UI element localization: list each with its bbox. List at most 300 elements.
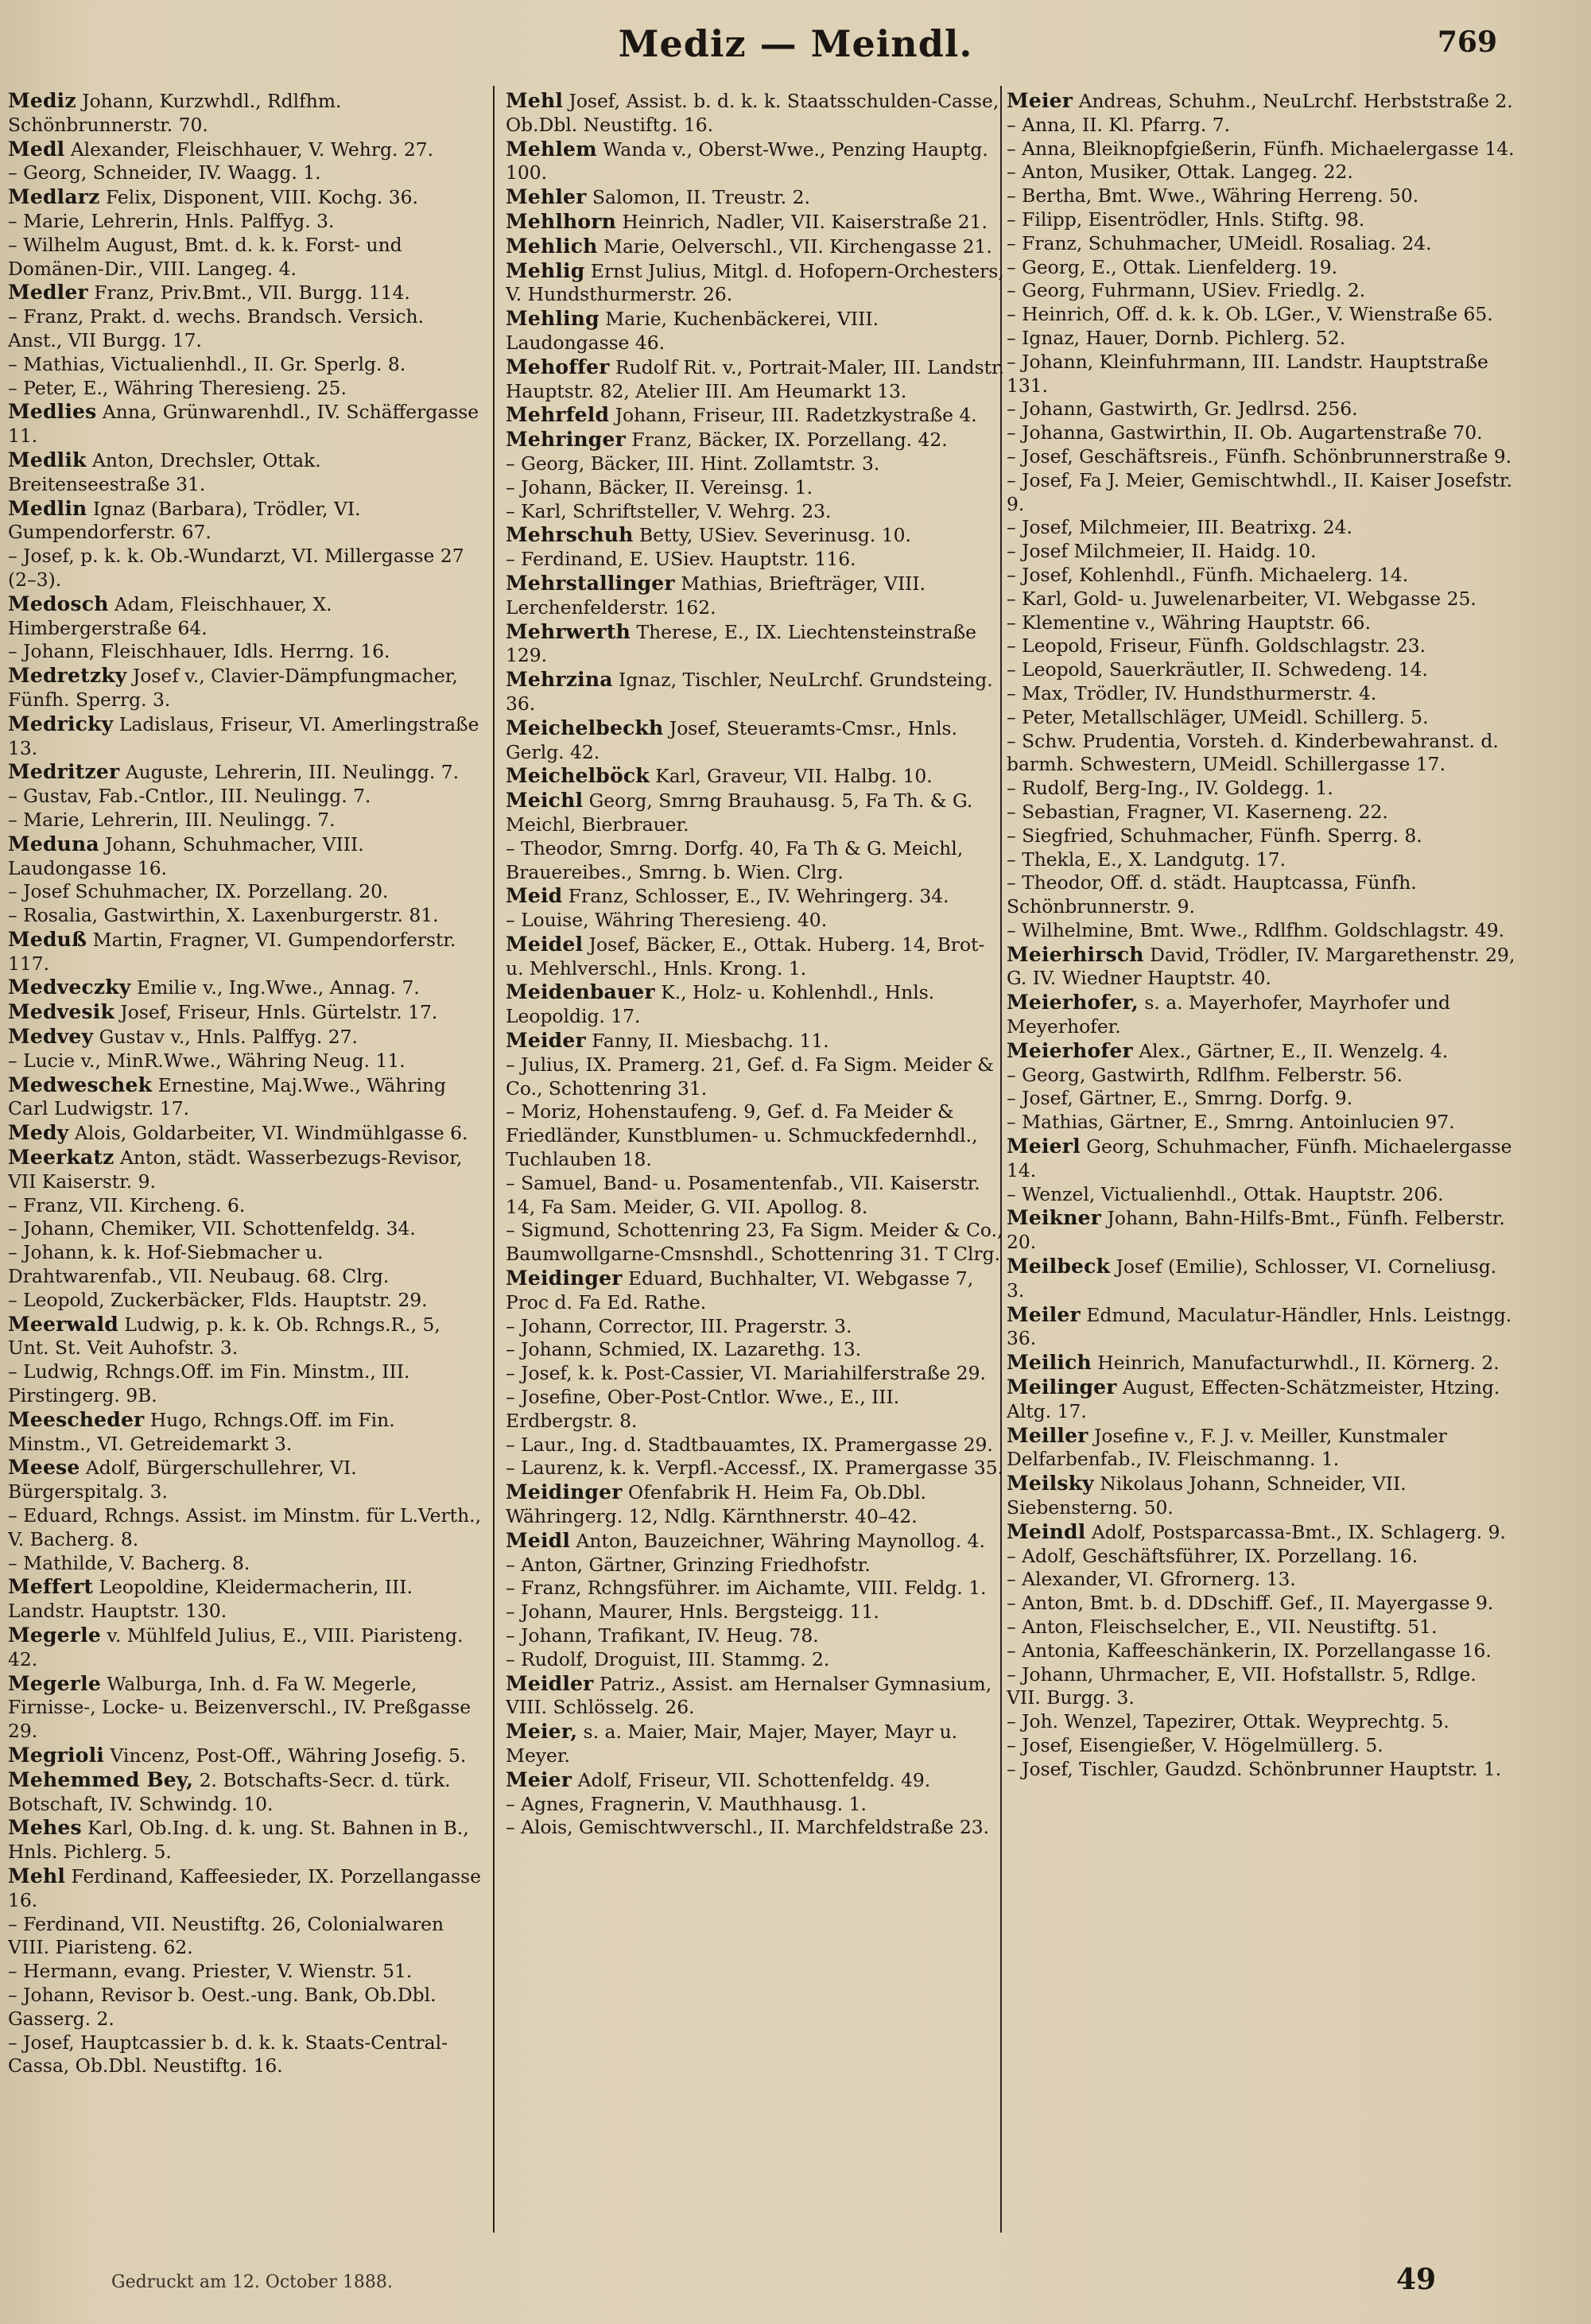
directory-entry — [8, 1504, 483, 1552]
directory-entry — [506, 355, 1007, 404]
entry-details: Franz, Schlosser, E., IV. Wehringerg. 34. — [562, 885, 949, 908]
entry-details: – Johann, Maurer, Hnls. Bergsteigg. 11. — [506, 1600, 879, 1624]
column-divider-1 — [493, 86, 495, 2233]
entry-details: – Moriz, Hohenstaufeng. 9, Gef. d. Fa Meider & Friedländer, Kunstblumen- u. Schmuckfedernhdl., Tuchlauben 18. — [506, 1100, 978, 1171]
directory-entry — [506, 1720, 1007, 1768]
entry-details: – Rudolf, Droguist, III. Stammg. 2. — [506, 1647, 830, 1670]
entry-details: Therese, E., IX. Liechtensteinstraße 129. — [506, 620, 977, 667]
entry-surname: Mehoffer — [506, 355, 610, 378]
directory-entry — [1007, 1424, 1515, 1472]
entry-details: – Josef, Eisengießer, V. Högelmüllerg. 5. — [1007, 1733, 1383, 1756]
directory-entry — [1007, 943, 1515, 991]
directory-entry — [1007, 138, 1515, 161]
directory-entry — [1007, 1087, 1515, 1111]
entry-surname: Mehemmed Bey, — [8, 1767, 194, 1791]
entry-details: Josef v., Clavier-Dämpfungmacher, Fünfh. Sperrg. 3. — [8, 665, 458, 711]
entry-details: Georg, Smrng Brauhausg. 5, Fa Th. & G. Meichl, Bierbrauer. — [506, 790, 973, 836]
directory-entry — [8, 976, 483, 1000]
directory-entry — [1007, 777, 1515, 801]
entry-details: – Josef, Fa J. Meier, Gemischtwhdl., II. Kaiser Josefstr. 9. — [1007, 468, 1512, 515]
entry-details: v. Mühlfeld Julius, E., VIII. Piaristeng. 42. — [8, 1624, 464, 1670]
directory-entry — [1007, 1545, 1515, 1569]
directory-entry — [506, 716, 1007, 765]
directory-entry — [506, 1672, 1007, 1721]
directory-entry — [8, 1768, 483, 1817]
directory-entry — [506, 500, 1007, 524]
entry-surname: Mehl — [8, 1864, 66, 1888]
entry-details: Anton, Bauzeichner, Währing Maynollog. 4. — [570, 1529, 985, 1552]
directory-entry — [1007, 824, 1515, 848]
entry-details: – Georg, Gastwirth, Rdlfhm. Felberstr. 56. — [1007, 1063, 1403, 1086]
directory-entry — [1007, 1734, 1515, 1758]
entry-details: Vincenz, Post-Off., Währing Josefig. 5. — [104, 1744, 467, 1767]
directory-entry — [1007, 588, 1515, 611]
entry-details: – Schw. Prudentia, Vorsteh. d. Kinderbewahranst. d. barmh. Schwestern, UMeidl. Schillergasse 17. — [1007, 729, 1499, 776]
directory-entry — [1007, 445, 1515, 469]
entry-surname: Meikner — [1007, 1206, 1102, 1230]
entry-details: – Franz, VII. Kircheng. 6. — [8, 1193, 246, 1216]
directory-entry — [8, 545, 483, 592]
entry-surname: Meidenbauer — [506, 980, 655, 1004]
directory-entry — [506, 909, 1007, 933]
directory-entry — [506, 1053, 1007, 1101]
entry-surname: Meichl — [506, 789, 584, 813]
directory-entry — [506, 1219, 1007, 1267]
entry-details: – Anton, Musiker, Ottak. Langeg. 22. — [1007, 161, 1353, 184]
directory-entry — [1007, 1520, 1515, 1545]
entry-surname: Mehlig — [506, 258, 585, 282]
entry-surname: Mehlhorn — [506, 209, 617, 233]
directory-entry — [506, 1029, 1007, 1053]
page-header — [0, 22, 1591, 78]
entry-details: Alois, Goldarbeiter, VI. Windmühlgasse 6. — [68, 1122, 468, 1145]
directory-entry — [1007, 682, 1515, 706]
directory-entry — [1007, 540, 1515, 564]
directory-entry — [506, 185, 1007, 210]
entry-details: Alex., Gärtner, E., II. Wenzelg. 4. — [1132, 1039, 1449, 1062]
directory-entry — [1007, 1568, 1515, 1592]
entry-surname: Medritzer — [8, 760, 120, 784]
directory-entry — [1007, 634, 1515, 658]
entry-details: – Johann, k. k. Hof-Siebmacher u. Drahtwarenfab., VII. Neubaug. 68. Clrg. — [8, 1241, 390, 1288]
entry-details: – Agnes, Fragnerin, V. Mauthhausg. 1. — [506, 1792, 867, 1815]
signature-number: 49 — [1396, 2263, 1437, 2296]
directory-entry — [506, 1338, 1007, 1362]
directory-entry — [8, 1552, 483, 1576]
directory-entry — [8, 1146, 483, 1194]
entry-surname: Meichelböck — [506, 764, 650, 788]
entry-details: – Georg, E., Ottak. Lienfelderg. 19. — [1007, 255, 1338, 278]
entry-surname: Meffert — [8, 1575, 94, 1599]
entry-details: – Johann, Trafikant, IV. Heug. 78. — [506, 1624, 819, 1647]
directory-entry — [8, 400, 483, 448]
directory-entry — [8, 1456, 483, 1504]
entry-details: – Peter, Metallschläger, UMeidl. Schillerg. 5. — [1007, 705, 1429, 728]
print-date: Gedruckt am 12. October 1888. — [111, 2272, 393, 2292]
entry-details: Ladislaus, Friseur, VI. Amerlingstraße 13. — [8, 712, 479, 759]
directory-entry — [506, 1816, 1007, 1840]
directory-entry — [1007, 1303, 1515, 1352]
directory-entry — [506, 620, 1007, 669]
entry-surname: Meierl — [1007, 1135, 1081, 1158]
directory-entry — [506, 548, 1007, 572]
directory-entry — [1007, 1375, 1515, 1424]
entry-details: – Franz, Prakt. d. wechs. Brandsch. Versich. Anst., VII Burgg. 17. — [8, 305, 425, 351]
directory-entry — [1007, 706, 1515, 730]
directory-entry — [8, 353, 483, 377]
entry-details: – Laurenz, k. k. Verpfl.-Accessf., IX. Pramergasse 35. — [506, 1457, 1004, 1480]
entry-details: Karl, Ob.Ing. d. k. ung. St. Bahnen in B., Hnls. Pichlerg. 5. — [8, 1817, 469, 1864]
entry-surname: Medler — [8, 281, 88, 305]
entry-details: – Anton, Gärtner, Grinzing Friedhofstr. — [506, 1553, 871, 1576]
entry-details: – Theodor, Off. d. städt. Hauptcassa, Fünfh. Schönbrunnerstr. 9. — [1007, 871, 1417, 918]
entry-details: – Gustav, Fab.-Cntlor., III. Neulingg. 7. — [8, 785, 371, 808]
entry-surname: Meduß — [8, 927, 87, 951]
entry-details: – Georg, Schneider, IV. Waagg. 1. — [8, 161, 321, 184]
directory-entry — [1007, 1663, 1515, 1711]
entry-details: – Marie, Lehrerin, III. Neulingg. 7. — [8, 808, 336, 831]
entry-details: – Josef, Milchmeier, III. Beatrixg. 24. — [1007, 516, 1352, 539]
directory-entry — [8, 640, 483, 664]
entry-surname: Mehrwerth — [506, 619, 631, 643]
column-1 — [8, 89, 483, 2228]
directory-entry — [1007, 1183, 1515, 1207]
entry-details: Karl, Graveur, VII. Halbg. 10. — [649, 765, 933, 788]
entry-details: Betty, USiev. Severinusg. 10. — [633, 524, 911, 547]
directory-entry — [506, 428, 1007, 452]
directory-entry — [506, 1600, 1007, 1624]
entry-details: Josef (Emilie), Schlosser, VI. Corneliusg. 3. — [1007, 1255, 1497, 1302]
entry-details: Marie, Oelverschl., VII. Kirchengasse 21. — [597, 235, 992, 258]
entry-details: Hugo, Rchngs.Off. im Fin. Minstm., VI. Getreidemarkt 3. — [8, 1408, 395, 1455]
entry-details: – Johann, Revisor b. Oest.-ung. Bank, Ob.Dbl. Gasserg. 2. — [8, 1983, 437, 2030]
directory-entry — [8, 1241, 483, 1289]
entry-details: – Max, Trödler, IV. Hundsthurmerstr. 4. — [1007, 681, 1377, 704]
entry-details: – Filipp, Eisentrödler, Hnls. Stiftg. 98. — [1007, 208, 1365, 231]
entry-details: – Anna, II. Kl. Pfarrg. 7. — [1007, 113, 1231, 136]
entry-details: Ignaz, Tischler, NeuLrchf. Grundsteing. 36. — [506, 669, 993, 715]
entry-surname: Meindl — [1007, 1519, 1086, 1543]
entry-details: Johann, Friseur, III. Radetzkystraße 4. — [609, 404, 977, 427]
entry-details: – Johann, Schmied, IX. Lazarethg. 13. — [506, 1338, 862, 1361]
directory-entry — [506, 933, 1007, 981]
directory-entry — [8, 448, 483, 497]
entry-details: – Wilhelm August, Bmt. d. k. k. Forst- und Domänen-Dir., VIII. Langeg. 4. — [8, 233, 402, 280]
entry-details: – Josef, Hauptcassier b. d. k. k. Staats-Central-Cassa, Ob.Dbl. Neustiftg. 16. — [8, 2031, 448, 2078]
entry-surname: Meerkatz — [8, 1146, 114, 1170]
directory-entry — [8, 1624, 483, 1672]
entry-details: Marie, Kuchenbäckerei, VIII. Laudongasse 46. — [506, 308, 879, 354]
entry-details: Edmund, Maculatur-Händler, Hnls. Leistngg. 36. — [1007, 1303, 1512, 1350]
directory-entry — [1007, 1111, 1515, 1135]
entry-surname: Medosch — [8, 592, 109, 615]
entry-surname: Meilich — [1007, 1351, 1092, 1375]
directory-entry — [1007, 1135, 1515, 1183]
directory-entry — [8, 928, 483, 976]
entry-details: 2. Botschafts-Secr. d. türk. Botschaft, IV. Schwindg. 10. — [8, 1768, 451, 1815]
entry-details: – Wenzel, Victualienhdl., Ottak. Hauptstr. 206. — [1007, 1182, 1444, 1205]
entry-details: – Johann, Corrector, III. Pragerstr. 3. — [506, 1314, 852, 1337]
directory-entry — [1007, 871, 1515, 919]
entry-surname: Meierhofer — [1007, 1038, 1133, 1062]
entry-details: Johann, Kurzwhdl., Rdlfhm. Schönbrunnerstr. 70. — [8, 90, 342, 136]
entry-details: – Siegfried, Schuhmacher, Fünfh. Sperrg. 8. — [1007, 824, 1422, 847]
entry-details: – Leopold, Zuckerbäcker, Flds. Hauptstr. 29. — [8, 1288, 428, 1311]
entry-surname: Medretzky — [8, 664, 127, 688]
directory-entry — [506, 1100, 1007, 1171]
entry-details: – Johann, Kleinfuhrmann, III. Landstr. Hauptstraße 131. — [1007, 350, 1488, 397]
directory-entry — [8, 1744, 483, 1768]
entry-details: Josef, Assist. b. d. k. k. Staatsschulden-Casse, Ob.Dbl. Neustiftg. 16. — [506, 90, 999, 136]
entry-details: Mathias, Briefträger, VIII. Lerchenfelderstr. 162. — [506, 572, 926, 619]
entry-details: – Peter, E., Währing Theresieng. 25. — [8, 376, 347, 399]
entry-surname: Mehl — [506, 89, 564, 112]
directory-entry — [8, 138, 483, 162]
directory-entry — [8, 1864, 483, 1913]
directory-entry — [1007, 1616, 1515, 1639]
entry-details: – Eduard, Rchngs. Assist. im Minstm. für L.Verth., V. Bacherg. 8. — [8, 1504, 482, 1550]
entry-surname: Meichelbeckh — [506, 716, 664, 739]
entry-details: – Johann, Chemiker, VII. Schottenfeldg. 34. — [8, 1217, 416, 1240]
entry-details: – Laur., Ing. d. Stadtbauamtes, IX. Pramergasse 29. — [506, 1433, 993, 1456]
entry-details: – Karl, Gold- u. Juwelenarbeiter, VI. Webgasse 25. — [1007, 587, 1477, 610]
entry-details: – Adolf, Geschäftsführer, IX. Porzellang. 16. — [1007, 1544, 1418, 1567]
entry-details: Adam, Fleischhauer, X. Himbergerstraße 64. — [8, 592, 332, 639]
entry-details: Alexander, Fleischhauer, V. Wehrg. 27. — [64, 138, 434, 161]
entry-details: – Antonia, Kaffeeschänkerin, IX. Porzellangasse 16. — [1007, 1639, 1492, 1662]
directory-entry — [8, 1217, 483, 1241]
directory-entry — [506, 1386, 1007, 1434]
entry-details: K., Holz- u. Kohlenhdl., Hnls. Leopoldig. 17. — [506, 981, 935, 1028]
entry-details: – Alois, Gemischtwverschl., II. Marchfeldstraße 23. — [506, 1816, 990, 1839]
entry-details: Auguste, Lehrerin, III. Neulingg. 7. — [119, 761, 460, 784]
directory-entry — [8, 497, 483, 545]
entry-details: – Josef, Geschäftsreis., Fünfh. Schönbrunnerstraße 9. — [1007, 444, 1512, 468]
directory-entry — [1007, 114, 1515, 138]
entry-surname: Meese — [8, 1456, 80, 1480]
entry-details: Ernst Julius, Mitgl. d. Hofopern-Orchesters, V. Hundsthurmerstr. 26. — [506, 259, 1004, 306]
directory-entry — [506, 1457, 1007, 1480]
entry-details: – Josefine, Ober-Post-Cntlor. Wwe., E., III. Erdbergstr. 8. — [506, 1386, 900, 1432]
entry-surname: Meilbeck — [1007, 1255, 1111, 1278]
directory-entry — [8, 1025, 483, 1049]
entry-details: – Anna, Bleiknopfgießerin, Fünfh. Michaelergasse 14. — [1007, 137, 1515, 160]
entry-details: Anton, Drechsler, Ottak. Breitenseestraße 31. — [8, 448, 321, 495]
entry-surname: Mehrstallinger — [506, 571, 675, 595]
entry-details: – Josef, Tischler, Gaudzd. Schönbrunner Hauptstr. 1. — [1007, 1757, 1502, 1780]
directory-entry — [8, 1575, 483, 1624]
directory-entry — [1007, 327, 1515, 351]
entry-details: – Rosalia, Gastwirthin, X. Laxenburgerstr. 81. — [8, 904, 439, 927]
directory-entry — [506, 476, 1007, 500]
entry-details: – Johann, Uhrmacher, E, VII. Hofstallstr. 5, Rdlge. VII. Burgg. 3. — [1007, 1662, 1477, 1709]
entry-details: Fanny, II. Miesbachg. 11. — [585, 1030, 829, 1053]
directory-entry — [8, 1313, 483, 1361]
directory-entry — [8, 161, 483, 185]
entry-details: Eduard, Buchhalter, VI. Webgasse 7, Proc d. Fa Ed. Rathe. — [506, 1267, 974, 1313]
entry-details: – Johann, Fleischhauer, Idls. Herrng. 16. — [8, 640, 390, 663]
directory-entry — [1007, 421, 1515, 445]
directory-entry — [1007, 184, 1515, 208]
entry-surname: Meid — [506, 884, 563, 908]
entry-details: Andreas, Schuhm., NeuLrchf. Herbststraße 2. — [1073, 90, 1513, 112]
entry-details: Rudolf Rit. v., Portrait-Maler, III. Landstr. Hauptstr. 82, Atelier III. Am Heumarkt 13. — [506, 355, 1005, 402]
directory-entry — [8, 1000, 483, 1025]
directory-entry — [8, 210, 483, 234]
directory-entry — [1007, 303, 1515, 327]
directory-entry — [1007, 1039, 1515, 1064]
directory-entry — [1007, 801, 1515, 824]
directory-entry — [1007, 1064, 1515, 1088]
entry-surname: Mehrzina — [506, 668, 613, 692]
directory-entry — [8, 1816, 483, 1864]
directory-entry — [506, 89, 1007, 138]
directory-entry — [8, 1360, 483, 1408]
directory-entry — [1007, 161, 1515, 184]
entry-surname: Meidinger — [506, 1267, 623, 1290]
directory-entry — [1007, 1639, 1515, 1663]
directory-entry — [8, 1289, 483, 1313]
entry-surname: Mehrfeld — [506, 403, 610, 427]
entry-surname: Medlik — [8, 448, 87, 471]
entry-surname: Medweschek — [8, 1073, 153, 1096]
directory-entry — [1007, 730, 1515, 778]
entry-details: – Thekla, E., X. Landgutg. 17. — [1007, 848, 1286, 871]
directory-entry — [1007, 279, 1515, 303]
entry-details: – Anton, Bmt. b. d. DDschiff. Gef., II. Mayergasse 9. — [1007, 1592, 1494, 1615]
directory-entry — [506, 1480, 1007, 1529]
entry-details: Felix, Disponent, VIII. Kochg. 36. — [99, 186, 418, 209]
entry-surname: Meiller — [1007, 1423, 1088, 1447]
entry-surname: Megerle — [8, 1624, 101, 1647]
directory-entry — [506, 980, 1007, 1029]
entry-details: – Leopold, Sauerkräutler, II. Schwedeng. 14. — [1007, 658, 1428, 681]
entry-details: Ferdinand, Kaffeesieder, IX. Porzellangasse 16. — [8, 1864, 481, 1911]
entry-surname: Mehling — [506, 307, 600, 331]
entry-surname: Mehler — [506, 185, 587, 209]
directory-entry — [506, 1554, 1007, 1577]
entry-surname: Meierhofer, — [1007, 991, 1139, 1015]
directory-entry — [506, 235, 1007, 259]
entry-details: – Mathilde, V. Bacherg. 8. — [8, 1551, 250, 1574]
directory-entry — [506, 764, 1007, 789]
entry-details: – Georg, Bäcker, III. Hint. Zollamtstr. 3. — [506, 452, 880, 475]
directory-entry — [8, 305, 483, 353]
entry-surname: Medlin — [8, 496, 87, 520]
entry-details: Josef, Friseur, Hnls. Gürtelstr. 17. — [114, 1001, 438, 1024]
entry-surname: Mediz — [8, 89, 76, 112]
entry-surname: Meidl — [506, 1528, 571, 1552]
directory-entry — [1007, 208, 1515, 232]
directory-entry — [8, 664, 483, 712]
entry-details: – Josef, p. k. k. Ob.-Wundarzt, VI. Millergasse 27 (2–3). — [8, 545, 464, 591]
entry-surname: Meidler — [506, 1671, 594, 1695]
entry-details: Adolf, Postsparcassa-Bmt., IX. Schlagerg. 9. — [1085, 1520, 1506, 1543]
directory-entry — [506, 1362, 1007, 1386]
entry-details: Georg, Schuhmacher, Fünfh. Michaelergasse 14. — [1007, 1135, 1512, 1181]
entry-surname: Meduna — [8, 832, 99, 855]
entry-details: Ernestine, Maj.Wwe., Währing Carl Ludwigstr. 17. — [8, 1073, 446, 1120]
entry-details: Adolf, Friseur, VII. Schottenfeldg. 49. — [572, 1768, 931, 1791]
directory-entry — [506, 1529, 1007, 1554]
directory-entry — [8, 2031, 483, 2079]
entry-details: Johann, Bahn-Hilfs-Bmt., Fünfh. Felberstr. 20. — [1007, 1207, 1505, 1254]
entry-surname: Meidinger — [506, 1480, 623, 1504]
entry-surname: Medlarz — [8, 185, 100, 209]
directory-entry — [506, 572, 1007, 620]
entry-details: – Sigmund, Schottenring 23, Fa Sigm. Meider & Co., Baumwollgarne-Cmsnshdl., Schottenring 31. T Clrg. — [506, 1219, 1003, 1266]
entry-surname: Mehringer — [506, 428, 626, 452]
entry-details: – Franz, Schuhmacher, UMeidl. Rosaliag. 24. — [1007, 231, 1432, 254]
directory-entry — [8, 89, 483, 138]
directory-entry — [506, 837, 1007, 885]
page-title: Mediz — Meindl. — [618, 22, 973, 65]
entry-surname: Meidel — [506, 932, 584, 956]
entry-details: – Klementine v., Währing Hauptstr. 66. — [1007, 611, 1371, 634]
entry-details: Leopoldine, Kleidermacherin, III. Landstr. Hauptstr. 130. — [8, 1576, 413, 1623]
directory-entry — [8, 809, 483, 832]
entry-details: David, Trödler, IV. Margarethenstr. 29, G. IV. Wiedner Hauptstr. 40. — [1007, 943, 1515, 990]
directory-entry — [1007, 469, 1515, 517]
entry-details: – Ferdinand, VII. Neustiftg. 26, Colonialwaren VIII. Piaristeng. 62. — [8, 1912, 444, 1959]
entry-details: – Leopold, Friseur, Fünfh. Goldschlagstr. 23. — [1007, 634, 1426, 658]
directory-entry — [8, 1408, 483, 1457]
entry-details: – Ferdinand, E. USiev. Hauptstr. 116. — [506, 548, 856, 571]
directory-entry — [506, 1793, 1007, 1817]
entry-details: – Heinrich, Off. d. k. k. Ob. LGer., V. Wienstraße 65. — [1007, 303, 1493, 326]
directory-entry — [8, 1073, 483, 1122]
directory-entry — [506, 523, 1007, 548]
entry-details: – Mathias, Victualienhdl., II. Gr. Sperlg. 8. — [8, 352, 406, 375]
column-3 — [1007, 89, 1515, 2228]
directory-entry — [8, 880, 483, 904]
directory-entry — [1007, 564, 1515, 588]
directory-entry — [506, 452, 1007, 476]
entry-details: – Josef Schuhmacher, IX. Porzellang. 20. — [8, 880, 389, 903]
directory-entry — [1007, 516, 1515, 540]
entry-details: Heinrich, Manufacturwhdl., II. Körnerg. 2. — [1091, 1352, 1500, 1375]
directory-entry — [8, 1121, 483, 1146]
entry-details: – Lucie v., MinR.Wwe., Währing Neug. 11. — [8, 1049, 406, 1072]
entry-details: Johann, Schuhmacher, VIII. Laudongasse 16. — [8, 832, 364, 879]
directory-entry — [1007, 256, 1515, 280]
directory-entry — [1007, 1472, 1515, 1520]
page-number: 769 — [1437, 25, 1497, 59]
directory-entry — [8, 832, 483, 881]
directory-entry — [1007, 848, 1515, 872]
entry-details: – Karl, Schriftsteller, V. Wehrg. 23. — [506, 499, 832, 522]
entry-details: – Alexander, VI. Gfrornerg. 13. — [1007, 1568, 1296, 1591]
directory-entry — [506, 789, 1007, 837]
entry-details: – Louise, Währing Theresieng. 40. — [506, 909, 828, 932]
entry-surname: Mehlem — [506, 137, 597, 161]
directory-entry — [8, 1672, 483, 1744]
entry-surname: Medricky — [8, 712, 114, 735]
entry-details: Gustav v., Hnls. Palffyg. 27. — [93, 1026, 358, 1049]
directory-entry — [506, 403, 1007, 428]
directory-entry — [1007, 658, 1515, 682]
entry-surname: Medvey — [8, 1025, 94, 1049]
entry-surname: Meier — [506, 1767, 572, 1791]
entry-details: Franz, Priv.Bmt., VII. Burgg. 114. — [87, 281, 410, 305]
directory-entry — [506, 884, 1007, 909]
entry-details: – Franz, Rchngsführer. im Aichamte, VIII. Feldg. 1. — [506, 1577, 987, 1600]
directory-entry — [1007, 1710, 1515, 1734]
directory-entry — [1007, 991, 1515, 1039]
directory-entry — [506, 259, 1007, 308]
entry-surname: Mehrschuh — [506, 523, 634, 547]
entry-details: – Hermann, evang. Priester, V. Wienstr. 51. — [8, 1960, 413, 1983]
